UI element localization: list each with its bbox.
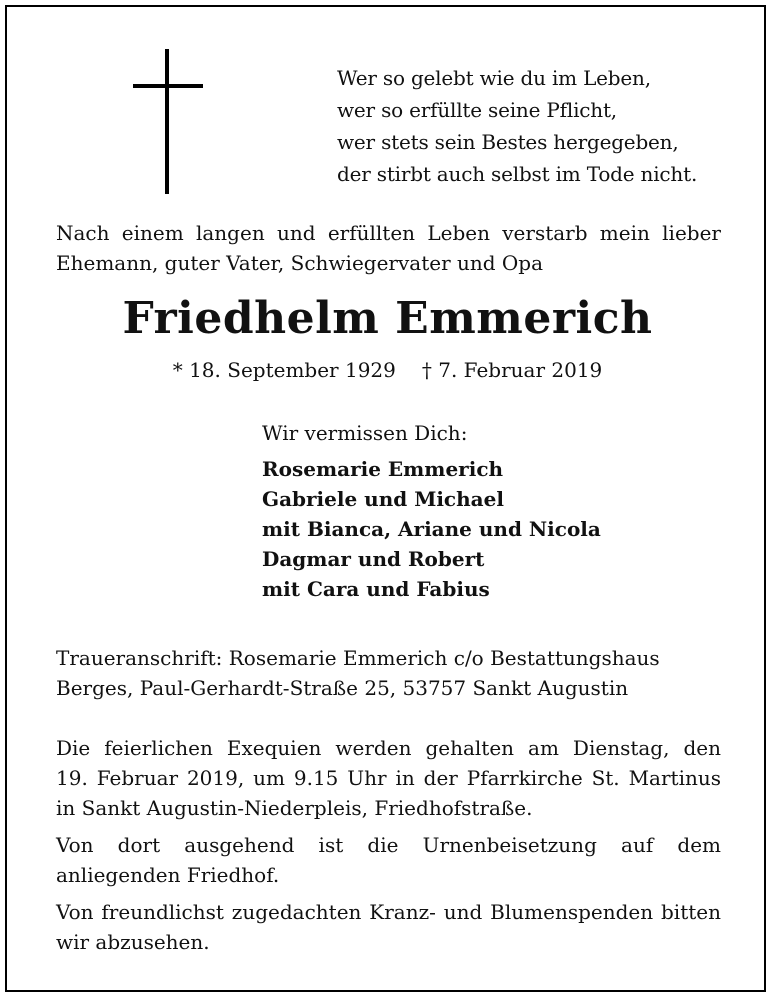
mourner-name: mit Bianca, Ariane und Nicola — [262, 517, 601, 541]
poem-line: der stirbt auch selbst im Tode nicht. — [337, 162, 698, 186]
mourner-name: Dagmar und Robert — [262, 547, 485, 571]
exequien-paragraph — [56, 733, 721, 823]
mourner-name: Gabriele und Michael — [262, 487, 504, 511]
mourner-name: mit Cara und Fabius — [262, 577, 490, 601]
deceased-name: Friedhelm Emmerich — [122, 293, 653, 344]
paragraph-line: anliegenden Friedhof. — [56, 863, 280, 887]
mourners-lead: Wir vermissen Dich: — [262, 421, 468, 445]
poem-line: wer so erfüllte seine Pflicht, — [337, 98, 617, 122]
paragraph-line: Von freundlichst zugedachten Kranz- und Blumenspenden bitten — [56, 900, 721, 924]
intro-text — [56, 218, 721, 278]
mourning-address — [56, 643, 660, 703]
mourner-name: Rosemarie Emmerich — [262, 457, 504, 481]
paragraph-line: wir abzusehen. — [56, 930, 210, 954]
donations-paragraph — [56, 897, 721, 957]
address-line: Traueranschrift: Rosemarie Emmerich c/o Bestattungshaus — [56, 646, 660, 670]
urn-burial-paragraph — [56, 830, 721, 890]
paragraph-line: Die feierlichen Exequien werden gehalten am Dienstag, den — [56, 736, 721, 760]
life-dates — [0, 358, 775, 382]
poem-line: wer stets sein Bestes hergegeben, — [337, 130, 679, 154]
intro-line: Nach einem langen und erfüllten Leben verstarb mein lieber — [56, 221, 721, 245]
memorial-poem — [337, 62, 697, 190]
birth-date: * 18. September 1929 — [172, 358, 396, 382]
poem-line: Wer so gelebt wie du im Leben, — [337, 66, 651, 90]
address-line: Berges, Paul-Gerhardt-Straße 25, 53757 Sankt Augustin — [56, 676, 629, 700]
mourners-block — [262, 418, 601, 604]
intro-line: Ehemann, guter Vater, Schwiegervater und Opa — [56, 251, 544, 275]
paragraph-line: in Sankt Augustin-Niederpleis, Friedhofstraße. — [56, 796, 533, 820]
paragraph-line: 19. Februar 2019, um 9.15 Uhr in der Pfarrkirche St. Martinus — [56, 766, 721, 790]
death-date: † 7. Februar 2019 — [421, 358, 603, 382]
paragraph-line: Von dort ausgehend ist die Urnenbeisetzung auf dem — [56, 833, 721, 857]
